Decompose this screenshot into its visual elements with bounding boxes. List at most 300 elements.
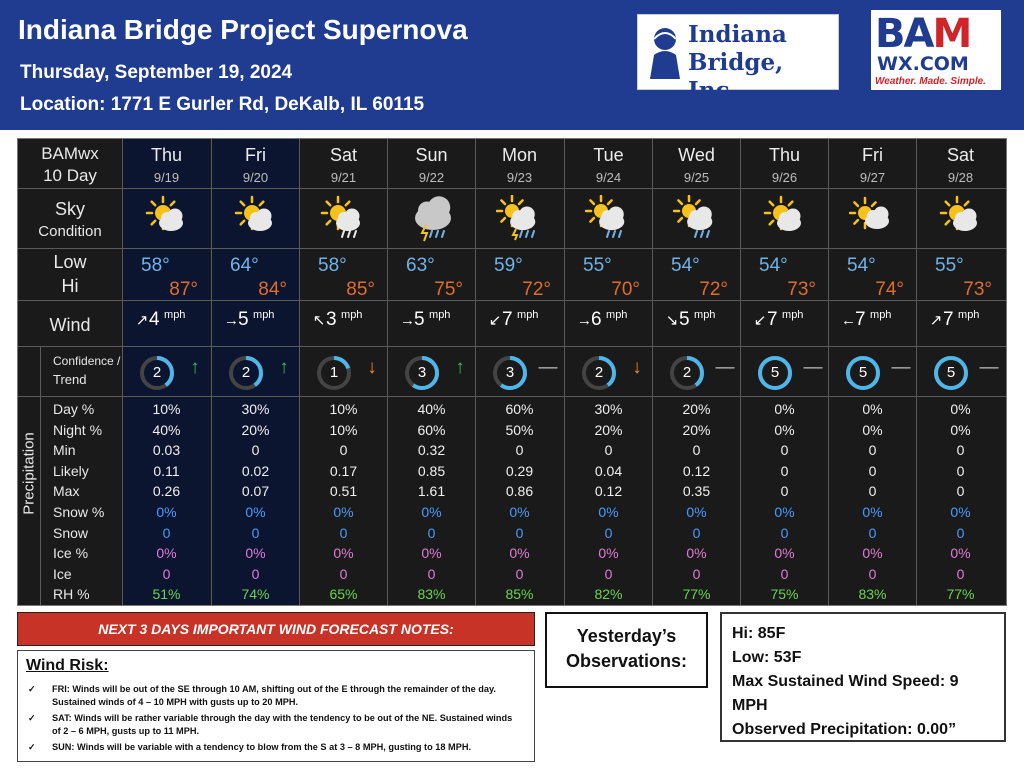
- precip-cell: [916, 397, 1004, 605]
- wind-label: [18, 301, 122, 346]
- wind-cell: [916, 301, 1004, 346]
- confidence-ring: [933, 355, 969, 391]
- day-date: 9/19: [153, 170, 180, 185]
- wind-direction-icon: ↙: [488, 312, 502, 329]
- precip-max: 0.51: [329, 483, 358, 500]
- precip-ice-pct: 0%: [509, 545, 530, 562]
- confidence-ring: [581, 355, 617, 391]
- precip-rh: 83%: [417, 586, 446, 603]
- partly-sunny-icon: [232, 195, 280, 248]
- precip-likely: 0.11: [153, 462, 180, 479]
- wind-direction-icon: ↙: [753, 312, 767, 329]
- sky-cell: [916, 189, 1004, 248]
- day-header-cell: [652, 139, 740, 188]
- sky-cell: [740, 189, 828, 248]
- precip-day-pct: 0%: [774, 401, 795, 417]
- confidence-label-1: Confidence /: [53, 354, 121, 368]
- precip-min: 0: [339, 442, 348, 459]
- trend-down-icon: ↓: [632, 357, 642, 378]
- yesterday-line-2: Observations:: [565, 651, 688, 671]
- precip-ice-pct: 0%: [156, 545, 177, 562]
- day-header-cell: [564, 139, 652, 188]
- precip-snow-pct: 0%: [156, 504, 177, 520]
- day-header-cell: [740, 139, 828, 188]
- wind-value: [312, 309, 362, 331]
- precip-max: 0: [956, 483, 965, 500]
- trend-up-icon: ↑: [279, 357, 289, 378]
- confidence-cell: [740, 347, 828, 396]
- hi-temp: 73°: [963, 279, 992, 300]
- precip-max: 0.26: [152, 483, 181, 500]
- wind-unit: mph: [253, 309, 275, 321]
- wind-direction-icon: ↘: [665, 312, 679, 329]
- precip-snow: 0: [427, 524, 436, 541]
- precip-likely: 0: [780, 462, 789, 479]
- precip-row-label: Max: [53, 483, 80, 500]
- precip-min: 0: [692, 442, 701, 459]
- wind-unit: mph: [164, 309, 186, 321]
- precip-cell: [475, 397, 563, 605]
- precip-rh: 77%: [682, 586, 711, 603]
- precip-max: 1.61: [417, 483, 446, 500]
- low-temp: 54°: [759, 255, 788, 276]
- hi-temp: 75°: [434, 279, 463, 300]
- precip-snow-pct: 0%: [598, 504, 619, 520]
- wind-row: [18, 301, 1006, 347]
- wind-value: [929, 309, 979, 331]
- precip-likely: 0.02: [241, 462, 270, 479]
- precip-rh: 74%: [241, 586, 270, 603]
- trend-flat-icon: —: [538, 357, 558, 378]
- obs-hi: Hi: 85F: [732, 625, 786, 642]
- wind-cell: [828, 301, 916, 346]
- wind-value: [135, 309, 185, 331]
- temp-cell: [387, 249, 475, 300]
- day-date: 9/21: [330, 170, 357, 185]
- precip-day-pct: 30%: [594, 401, 623, 417]
- wind-value: [841, 309, 891, 331]
- wind-value: [753, 309, 803, 331]
- wind-notes-banner: NEXT 3 DAYS IMPORTANT WIND FORECAST NOTES:: [17, 612, 535, 646]
- confidence-cell: [564, 347, 652, 396]
- day-name: Fri: [245, 145, 266, 165]
- confidence-value: 3: [417, 364, 427, 381]
- precip-rh: 75%: [770, 586, 799, 603]
- precip-ice-pct: 0%: [950, 545, 971, 562]
- temp-cell: [122, 249, 210, 300]
- confidence-value: 5: [946, 364, 956, 381]
- confidence-value: 2: [682, 364, 692, 381]
- precip-ice: 0: [251, 565, 260, 582]
- wind-speed: 5: [238, 309, 249, 330]
- temp-cell: [828, 249, 916, 300]
- precip-night-pct: 20%: [241, 421, 270, 438]
- precip-snow: 0: [162, 524, 171, 541]
- sky-cell: [387, 189, 475, 248]
- confidence-ring: [757, 355, 793, 391]
- confidence-cell: [652, 347, 740, 396]
- confidence-ring: [404, 355, 440, 391]
- precip-day-pct: 10%: [152, 401, 181, 417]
- sky-cell: [475, 189, 563, 248]
- hi-temp: 87°: [169, 279, 198, 300]
- precip-ice-pct: 0%: [686, 545, 707, 562]
- confidence-row: [18, 347, 1006, 397]
- cloud-drizzle-icon: [673, 195, 721, 248]
- precip-max: 0.86: [505, 483, 534, 500]
- day-header-cell: [299, 139, 387, 188]
- day-date: 9/24: [595, 170, 622, 185]
- precip-night-pct: 0%: [774, 421, 795, 438]
- precip-min: 0: [251, 442, 260, 459]
- wind-cell: [387, 301, 475, 346]
- precip-day-pct: 0%: [862, 401, 883, 417]
- precip-cell: [652, 397, 740, 605]
- temp-cell: [740, 249, 828, 300]
- hi-temp: 72°: [699, 279, 728, 300]
- wind-direction-icon: ↗: [929, 312, 943, 329]
- header: [0, 0, 1024, 130]
- precip-ice-pct: 0%: [245, 545, 266, 562]
- precip-ice: 0: [780, 565, 789, 582]
- precip-snow-pct: 0%: [509, 504, 530, 520]
- precip-min: 0.03: [152, 442, 181, 459]
- wind-unit: mph: [517, 309, 539, 321]
- precip-day-pct: 60%: [505, 401, 534, 417]
- sun-storm-icon: [496, 195, 544, 248]
- precip-snow-pct: 0%: [421, 504, 442, 520]
- confidence-label-2: Trend: [53, 372, 87, 387]
- confidence-ring: [669, 355, 705, 391]
- forecast-date: Thursday, September 19, 2024: [20, 62, 293, 83]
- wind-speed: 3: [326, 309, 337, 330]
- partly-sunny-icon: [761, 195, 809, 248]
- sky-cell: [211, 189, 299, 248]
- precipitation-block: [18, 397, 1006, 605]
- wind-label-text: Wind: [49, 315, 91, 335]
- wind-direction-icon: ↗: [135, 312, 149, 329]
- day-name: Thu: [150, 145, 183, 165]
- sky-row: [18, 189, 1006, 249]
- precip-row-label: Ice %: [53, 545, 89, 562]
- precip-snow-pct: 0%: [333, 504, 354, 520]
- day-date: 9/25: [683, 170, 710, 185]
- wind-unit: mph: [341, 309, 363, 321]
- hi-temp: 72°: [522, 279, 551, 300]
- trend-flat-icon: —: [979, 357, 999, 378]
- precip-min: 0: [868, 442, 877, 459]
- ironworker-icon: [644, 25, 686, 81]
- confidence-ring: [228, 355, 264, 391]
- precip-cell: [122, 397, 210, 605]
- precip-ice: 0: [427, 565, 436, 582]
- precip-snow-pct: 0%: [950, 504, 971, 520]
- wind-direction-icon: →: [224, 312, 239, 329]
- precip-ice: 0: [339, 565, 348, 582]
- yesterday-heading-box: [545, 612, 708, 688]
- temp-cell: [652, 249, 740, 300]
- hi-label: Hi: [61, 276, 79, 296]
- precip-ice: 0: [692, 565, 701, 582]
- confidence-cell: [299, 347, 387, 396]
- precipitation-label: Precipitation: [20, 432, 38, 515]
- wind-speed: 7: [943, 309, 954, 330]
- sky-cell: [122, 189, 210, 248]
- wind-speed: 7: [855, 309, 866, 330]
- precip-day-pct: 40%: [417, 401, 446, 417]
- corner-line-2: 10 Day: [43, 166, 97, 185]
- low-temp: 64°: [230, 255, 259, 276]
- precip-cell: [564, 397, 652, 605]
- confidence-ring: [492, 355, 528, 391]
- confidence-value: 2: [594, 364, 604, 381]
- day-name: Thu: [768, 145, 801, 165]
- wind-value: [577, 309, 627, 331]
- precip-night-pct: 0%: [950, 421, 971, 438]
- precip-likely: 0.04: [594, 462, 623, 479]
- wind-speed: 4: [149, 309, 160, 330]
- precip-row-label: RH %: [53, 586, 90, 603]
- partly-sunny-icon: [937, 195, 985, 248]
- low-temp: 59°: [494, 255, 523, 276]
- corner-label: [18, 139, 122, 188]
- sun-cloud-rain-icon: [320, 195, 368, 248]
- trend-down-icon: ↓: [367, 357, 377, 378]
- precip-snow-pct: 0%: [686, 504, 707, 520]
- wind-unit: mph: [782, 309, 804, 321]
- day-name: Fri: [862, 145, 883, 165]
- wind-unit: mph: [958, 309, 980, 321]
- precip-max: 0.35: [682, 483, 711, 500]
- low-temp: 54°: [671, 255, 700, 276]
- wind-cell: [211, 301, 299, 346]
- low-temp: 54°: [847, 255, 876, 276]
- confidence-value: 2: [241, 364, 251, 381]
- sky-cell: [564, 189, 652, 248]
- wind-speed: 6: [591, 309, 602, 330]
- precip-cell: [387, 397, 475, 605]
- precip-snow: 0: [956, 524, 965, 541]
- low-temp: 55°: [935, 255, 964, 276]
- trend-flat-icon: —: [891, 357, 911, 378]
- sky-cell: [299, 189, 387, 248]
- low-temp: 58°: [141, 255, 170, 276]
- precip-rh: 77%: [946, 586, 975, 603]
- confidence-ring: [845, 355, 881, 391]
- wind-value: [224, 309, 274, 331]
- precip-night-pct: 60%: [417, 421, 446, 438]
- precip-row-label: Snow %: [53, 504, 105, 520]
- day-header-cell: [916, 139, 1004, 188]
- wind-note-text: SAT: Winds will be rather variable through the day with the tendency to be out of the NE. Sustained winds of 2 – 6 MPH, gusts up to 11 MPH.: [52, 713, 513, 736]
- confidence-cell: [122, 347, 210, 396]
- trend-flat-icon: —: [803, 357, 823, 378]
- precip-ice: 0: [162, 565, 171, 582]
- obs-low: Low: 53F: [732, 649, 802, 666]
- precip-ice-pct: 0%: [333, 545, 354, 562]
- precip-likely: 0.12: [682, 462, 711, 479]
- day-header-cell: [387, 139, 475, 188]
- forecast-grid: [17, 138, 1007, 606]
- temp-cell: [211, 249, 299, 300]
- precip-night-pct: 0%: [862, 421, 883, 438]
- precip-snow: 0: [868, 524, 877, 541]
- wind-cell: [299, 301, 387, 346]
- days-header-row: [18, 139, 1006, 189]
- precip-snow: 0: [780, 524, 789, 541]
- temp-cell: [916, 249, 1004, 300]
- confidence-value: 2: [152, 364, 162, 381]
- precip-ice: 0: [868, 565, 877, 582]
- confidence-value: 1: [329, 364, 339, 381]
- wind-cell: [475, 301, 563, 346]
- wind-cell: [122, 301, 210, 346]
- wind-value: [488, 309, 538, 331]
- wind-value: [665, 309, 715, 331]
- wind-direction-icon: ↖: [312, 312, 326, 329]
- precip-max: 0.12: [594, 483, 623, 500]
- observations-box: [720, 612, 1006, 742]
- logo-line-1: Indiana: [688, 21, 787, 48]
- precip-likely: 0.85: [417, 462, 446, 479]
- obs-precip: Observed Precipitation: 0.00”: [732, 721, 957, 738]
- precip-row-label: Day %: [53, 401, 95, 417]
- obs-wind: Max Sustained Wind Speed: 9 MPH: [732, 673, 959, 714]
- wind-direction-icon: →: [577, 312, 592, 329]
- confidence-cell: [828, 347, 916, 396]
- precip-night-pct: 20%: [594, 421, 623, 438]
- precip-min: 0: [956, 442, 965, 459]
- wind-cell: [652, 301, 740, 346]
- precip-ice-pct: 0%: [774, 545, 795, 562]
- precip-labels: [40, 397, 122, 605]
- trend-up-icon: ↑: [190, 357, 200, 378]
- wind-note-text: FRI: Winds will be out of the SE through 10 AM, shifting out of the E through the remainder of the day. Sustained winds of 4 – 10 MPH with gusts up to 20 MPH.: [52, 684, 496, 707]
- day-date: 9/27: [859, 170, 886, 185]
- sky-label-1: Sky: [54, 199, 85, 219]
- confidence-value: 3: [505, 364, 515, 381]
- day-date: 9/23: [506, 170, 533, 185]
- precip-day-pct: 10%: [329, 401, 358, 417]
- low-temp: 55°: [583, 255, 612, 276]
- bam-logo-text: BAM: [875, 11, 971, 57]
- day-date: 9/20: [242, 170, 269, 185]
- precip-snow-pct: 0%: [245, 504, 266, 520]
- precip-snow: 0: [604, 524, 613, 541]
- location: Location: 1771 E Gurler Rd, DeKalb, IL 60115: [20, 94, 425, 115]
- precip-day-pct: 20%: [682, 401, 711, 417]
- low-label: Low: [53, 252, 87, 272]
- precip-ice: 0: [604, 565, 613, 582]
- precip-ice-pct: 0%: [862, 545, 883, 562]
- bam-logo-tagline: Weather. Made. Simple.: [875, 76, 986, 87]
- day-header-cell: [211, 139, 299, 188]
- indiana-bridge-logo: [637, 14, 839, 104]
- precip-cell: [211, 397, 299, 605]
- wind-direction-icon: ←: [841, 312, 856, 329]
- precip-day-pct: 0%: [950, 401, 971, 417]
- partly-cloudy-icon: [849, 195, 897, 248]
- confidence-cell: [211, 347, 299, 396]
- hi-temp: 85°: [346, 279, 375, 300]
- bamwx-logo: [871, 10, 1001, 90]
- checkmark-icon: ✓: [28, 684, 36, 694]
- temp-label: [18, 249, 122, 300]
- wind-note-text: SUN: Winds will be variable with a tendency to blow from the S at 3 – 8 MPH, gusting to 18 MPH.: [52, 742, 472, 752]
- wind-unit: mph: [694, 309, 716, 321]
- low-temp: 58°: [318, 255, 347, 276]
- temp-cell: [299, 249, 387, 300]
- trend-up-icon: ↑: [455, 357, 465, 378]
- confidence-cell: [387, 347, 475, 396]
- day-name: Wed: [678, 145, 715, 165]
- confidence-value: 5: [770, 364, 780, 381]
- confidence-ring: [316, 355, 352, 391]
- precip-max: 0: [780, 483, 789, 500]
- day-name: Mon: [501, 145, 537, 165]
- precip-rh: 83%: [858, 586, 887, 603]
- yesterday-line-1: Yesterday’s: [576, 626, 677, 646]
- checkmark-icon: ✓: [28, 742, 36, 752]
- partly-sunny-icon: [143, 195, 191, 248]
- sky-cell: [652, 189, 740, 248]
- precipitation-vertical-label: [18, 347, 40, 605]
- precip-likely: 0.17: [329, 462, 358, 479]
- precip-ice-pct: 0%: [598, 545, 619, 562]
- precip-snow-pct: 0%: [774, 504, 795, 520]
- precip-snow-pct: 0%: [862, 504, 883, 520]
- wind-unit: mph: [606, 309, 628, 321]
- sky-label-2: Condition: [38, 223, 102, 240]
- precip-row-label: Night %: [53, 421, 103, 438]
- sky-label: [18, 189, 122, 248]
- sky-cell: [828, 189, 916, 248]
- confidence-cell: [475, 347, 563, 396]
- day-header-cell: [475, 139, 563, 188]
- precip-cell: [828, 397, 916, 605]
- checkmark-icon: ✓: [28, 713, 36, 723]
- precip-snow: 0: [515, 524, 524, 541]
- cloud-drizzle-icon: [585, 195, 633, 248]
- wind-unit: mph: [429, 309, 451, 321]
- wind-risk-heading: Wind Risk:: [26, 657, 109, 674]
- day-date: 9/22: [418, 170, 445, 185]
- precip-row-label: Likely: [53, 462, 89, 479]
- wind-speed: 7: [767, 309, 778, 330]
- wind-speed: 5: [679, 309, 690, 330]
- trend-flat-icon: —: [715, 357, 735, 378]
- precip-night-pct: 20%: [682, 421, 711, 438]
- wind-notes-box: [17, 650, 535, 762]
- temp-cell: [475, 249, 563, 300]
- day-name: Sat: [946, 145, 975, 165]
- low-temp: 63°: [406, 255, 435, 276]
- wind-direction-icon: →: [400, 312, 415, 329]
- day-name: Tue: [593, 145, 624, 165]
- precip-likely: 0.29: [505, 462, 534, 479]
- wind-value: [400, 309, 450, 331]
- confidence-value: 5: [858, 364, 868, 381]
- day-name: Sat: [329, 145, 358, 165]
- precip-ice: 0: [956, 565, 965, 582]
- day-header-cell: [828, 139, 916, 188]
- precip-min: 0: [780, 442, 789, 459]
- wind-speed: 7: [502, 309, 513, 330]
- precip-cell: [299, 397, 387, 605]
- temp-cell: [564, 249, 652, 300]
- confidence-cell: [916, 347, 1004, 396]
- precip-row-label: Snow: [53, 524, 89, 541]
